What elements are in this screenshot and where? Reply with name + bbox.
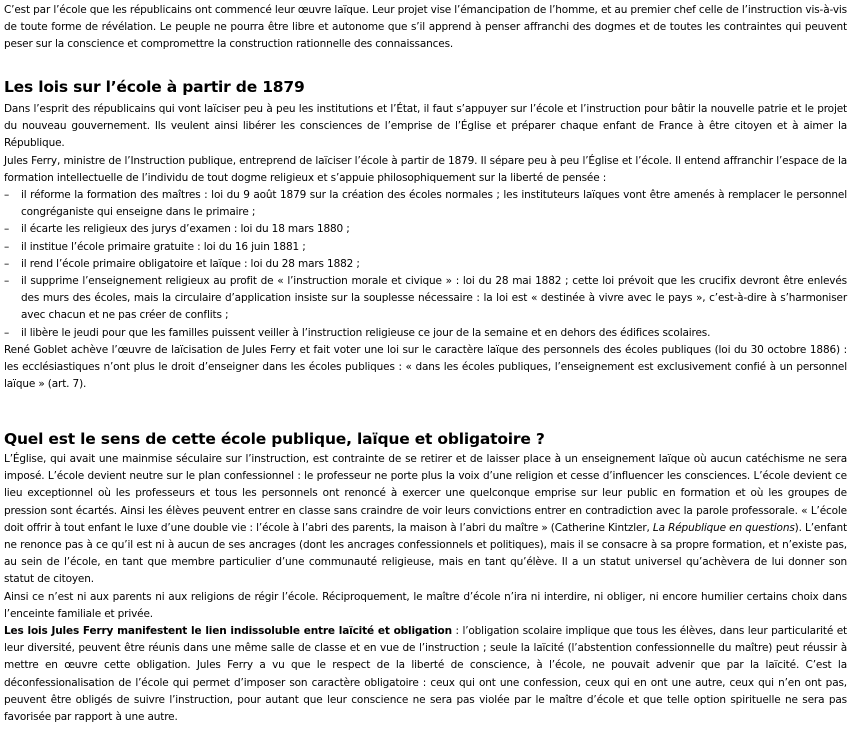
list-item-text: il écarte les religieux des jurys d’examen : loi du 18 mars 1880 ;: [21, 223, 350, 236]
section2-paragraph-3-rest: : l’obligation scolaire implique que tous les élèves, dans leur particularité et leur diversité, peuvent être réunis dans une même salle de classe et en vue de l’instruction ; seule la laïcité (l’abstention confessionnelle du maître) peut réussir à mettre en œuvre cette obligation. Jules Ferry a vu que le respect de la liberté de conscience, à l’école, ne pouvait advenir que par la laïcité. C’est la déconfessionalisation de l’école qui permet d’imposer son caractère obligatoire : ceux qui ont une confession, ceux qui en ont une autre, ceux qui n’en ont pas, peuvent être obligés de suivre l’instruction, pour autant que leur conscience ne sera pas violée par le maître d’école et que telle option spirituelle ne sera pas favorisée par rapport à une autre.: [4, 625, 848, 724]
section2-paragraph-3: [4, 623, 847, 726]
section-heading-sens: Quel est le sens de cette école publique, laïque et obligatoire ?: [4, 430, 545, 448]
book-title: La République en questions: [652, 521, 795, 534]
dash-bullet: –: [4, 223, 10, 236]
list-item: [4, 325, 847, 342]
list-item-text: il réforme la formation des maîtres : loi du 9 août 1879 sur la création des écoles normales ; les instituteurs laïques vont être amenés à remplacer le personnel congréganiste qui enseigne dans le primaire ;: [21, 189, 847, 219]
laws-list: [4, 187, 847, 342]
section-sens-body: [4, 451, 847, 726]
dash-bullet: –: [4, 240, 10, 253]
list-item-text: il rend l’école primaire obligatoire et laïque : loi du 28 mars 1882 ;: [21, 257, 360, 270]
section2-paragraph-1-end: ). L’enfant ne renonce pas à ce qu’il est ni à aucun de ses ancrages (dont les ancrages confessionnels et politiques), mais il se consacre à sa propre formation, et n’existe pas, au sein de l’école, en tant que membre particulier d’une communauté religieuse, mais en tant qu’élève. Il a un statut universel qu’achèvera de lui donner son statut de citoyen.: [4, 521, 848, 586]
section1-paragraph-2: Jules Ferry, ministre de l’Instruction publique, entreprend de laïciser l’école à partir de 1879. Il sépare peu à peu l’Église et l’école. Il entend affranchir l’espace de la formation intellectuelle de l’individu de tout dogme religieux et s’appuie philosophiquement sur la liberté de pensée :: [4, 154, 847, 184]
dash-bullet: –: [4, 189, 10, 202]
list-item-text: il institue l’école primaire gratuite : loi du 16 juin 1881 ;: [21, 240, 306, 253]
list-item: [4, 239, 847, 256]
list-item: [4, 273, 847, 325]
list-item: [4, 256, 847, 273]
section1-paragraph-3: René Goblet achève l’œuvre de laïcisation de Jules Ferry et fait voter une loi sur le caractère laïque des personnels des écoles publiques (loi du 30 octobre 1886) : les ecclésiastiques n’ont plus le droit d’enseigner dans les écoles publiques : « dans les écoles publiques, l’enseignement est exclusivement confié à un personnel laïque » (art. 7).: [4, 343, 847, 391]
section2-paragraph-1-start: L’Église, qui avait une mainmise séculaire sur l’instruction, est contrainte de se retirer et de laisser place à un enseignement laïque où aucun catéchisme ne sera imposé. L’école devient neutre sur le plan confessionnel : le professeur ne porte plus la voix d’une religion et cesse d’influencer les consciences. L’école devient ce lieu exceptionnel où les professeurs et tous les personnels ont renoncé à exercer une quelconque emprise sur leur public en formation et où les groupes de pression sont écartés. Ainsi les élèves peuvent entrer en classe sans craindre de voir leurs convictions entrer en contradiction avec la parole professorale. « L’école doit offrir à tout enfant le luxe d’une double vie : l’école à l’abri des parents, la maison à l’abri du maître » (Catherine Kintzler,: [4, 453, 847, 534]
list-item-text: il libère le jeudi pour que les familles puissent veiller à l’instruction religieuse ce jour de la semaine et en dehors des édifices scolaires.: [21, 326, 711, 339]
dash-bullet: –: [4, 326, 10, 339]
list-item: [4, 187, 847, 221]
list-item-text: il supprime l’enseignement religieux au profit de « l’instruction morale et civique » : loi du 28 mai 1882 ; cette loi prévoit que les crucifix devront être enlevés des murs des écoles, mais la circulaire d’application insiste sur la souplesse nécessaire : la loi est « destinée à vivre avec le pays », c’est-à-dire à s’harmoniser avec chacun et ne pas créer de conflits ;: [21, 275, 847, 322]
dash-bullet: –: [4, 257, 10, 270]
intro-paragraph: C’est par l’école que les républicains ont commencé leur œuvre laïque. Leur projet vise l’émancipation de l’homme, et au premier chef celle de l’instruction vis-à-vis de toute forme de révélation. Le peuple ne pourra être libre et autonome que s’il apprend à penser affranchi des dogmes et de toutes les contraintes qui peuvent peser sur la conscience et compromettre la construction rationnelle des connaissances.: [4, 4, 847, 51]
dash-bullet: –: [4, 275, 10, 288]
section2-paragraph-2: Ainsi ce n’est ni aux parents ni aux religions de régir l’école. Réciproquement, le maître d’école n’ira ni interdire, ni obliger, ni encore humilier certains choix dans l’enceinte familiale et privée.: [4, 590, 847, 620]
section1-paragraph-1: Dans l’esprit des républicains qui vont laïciser peu à peu les institutions et l’État, il faut s’appuyer sur l’école et l’instruction pour bâtir la nouvelle patrie et le projet du nouveau gouvernement. Ils veulent ainsi libérer les consciences de l’emprise de l’Église et préparer chaque enfant de France à être citoyen et à aimer la République.: [4, 103, 847, 150]
bold-lead-sentence: Les lois Jules Ferry manifestent le lien indissoluble entre laïcité et obligation: [4, 625, 452, 638]
list-item: [4, 221, 847, 238]
section-lois-body: [4, 101, 847, 393]
section-heading-lois: Les lois sur l’école à partir de 1879: [4, 78, 305, 96]
section2-paragraph-1: [4, 451, 847, 589]
